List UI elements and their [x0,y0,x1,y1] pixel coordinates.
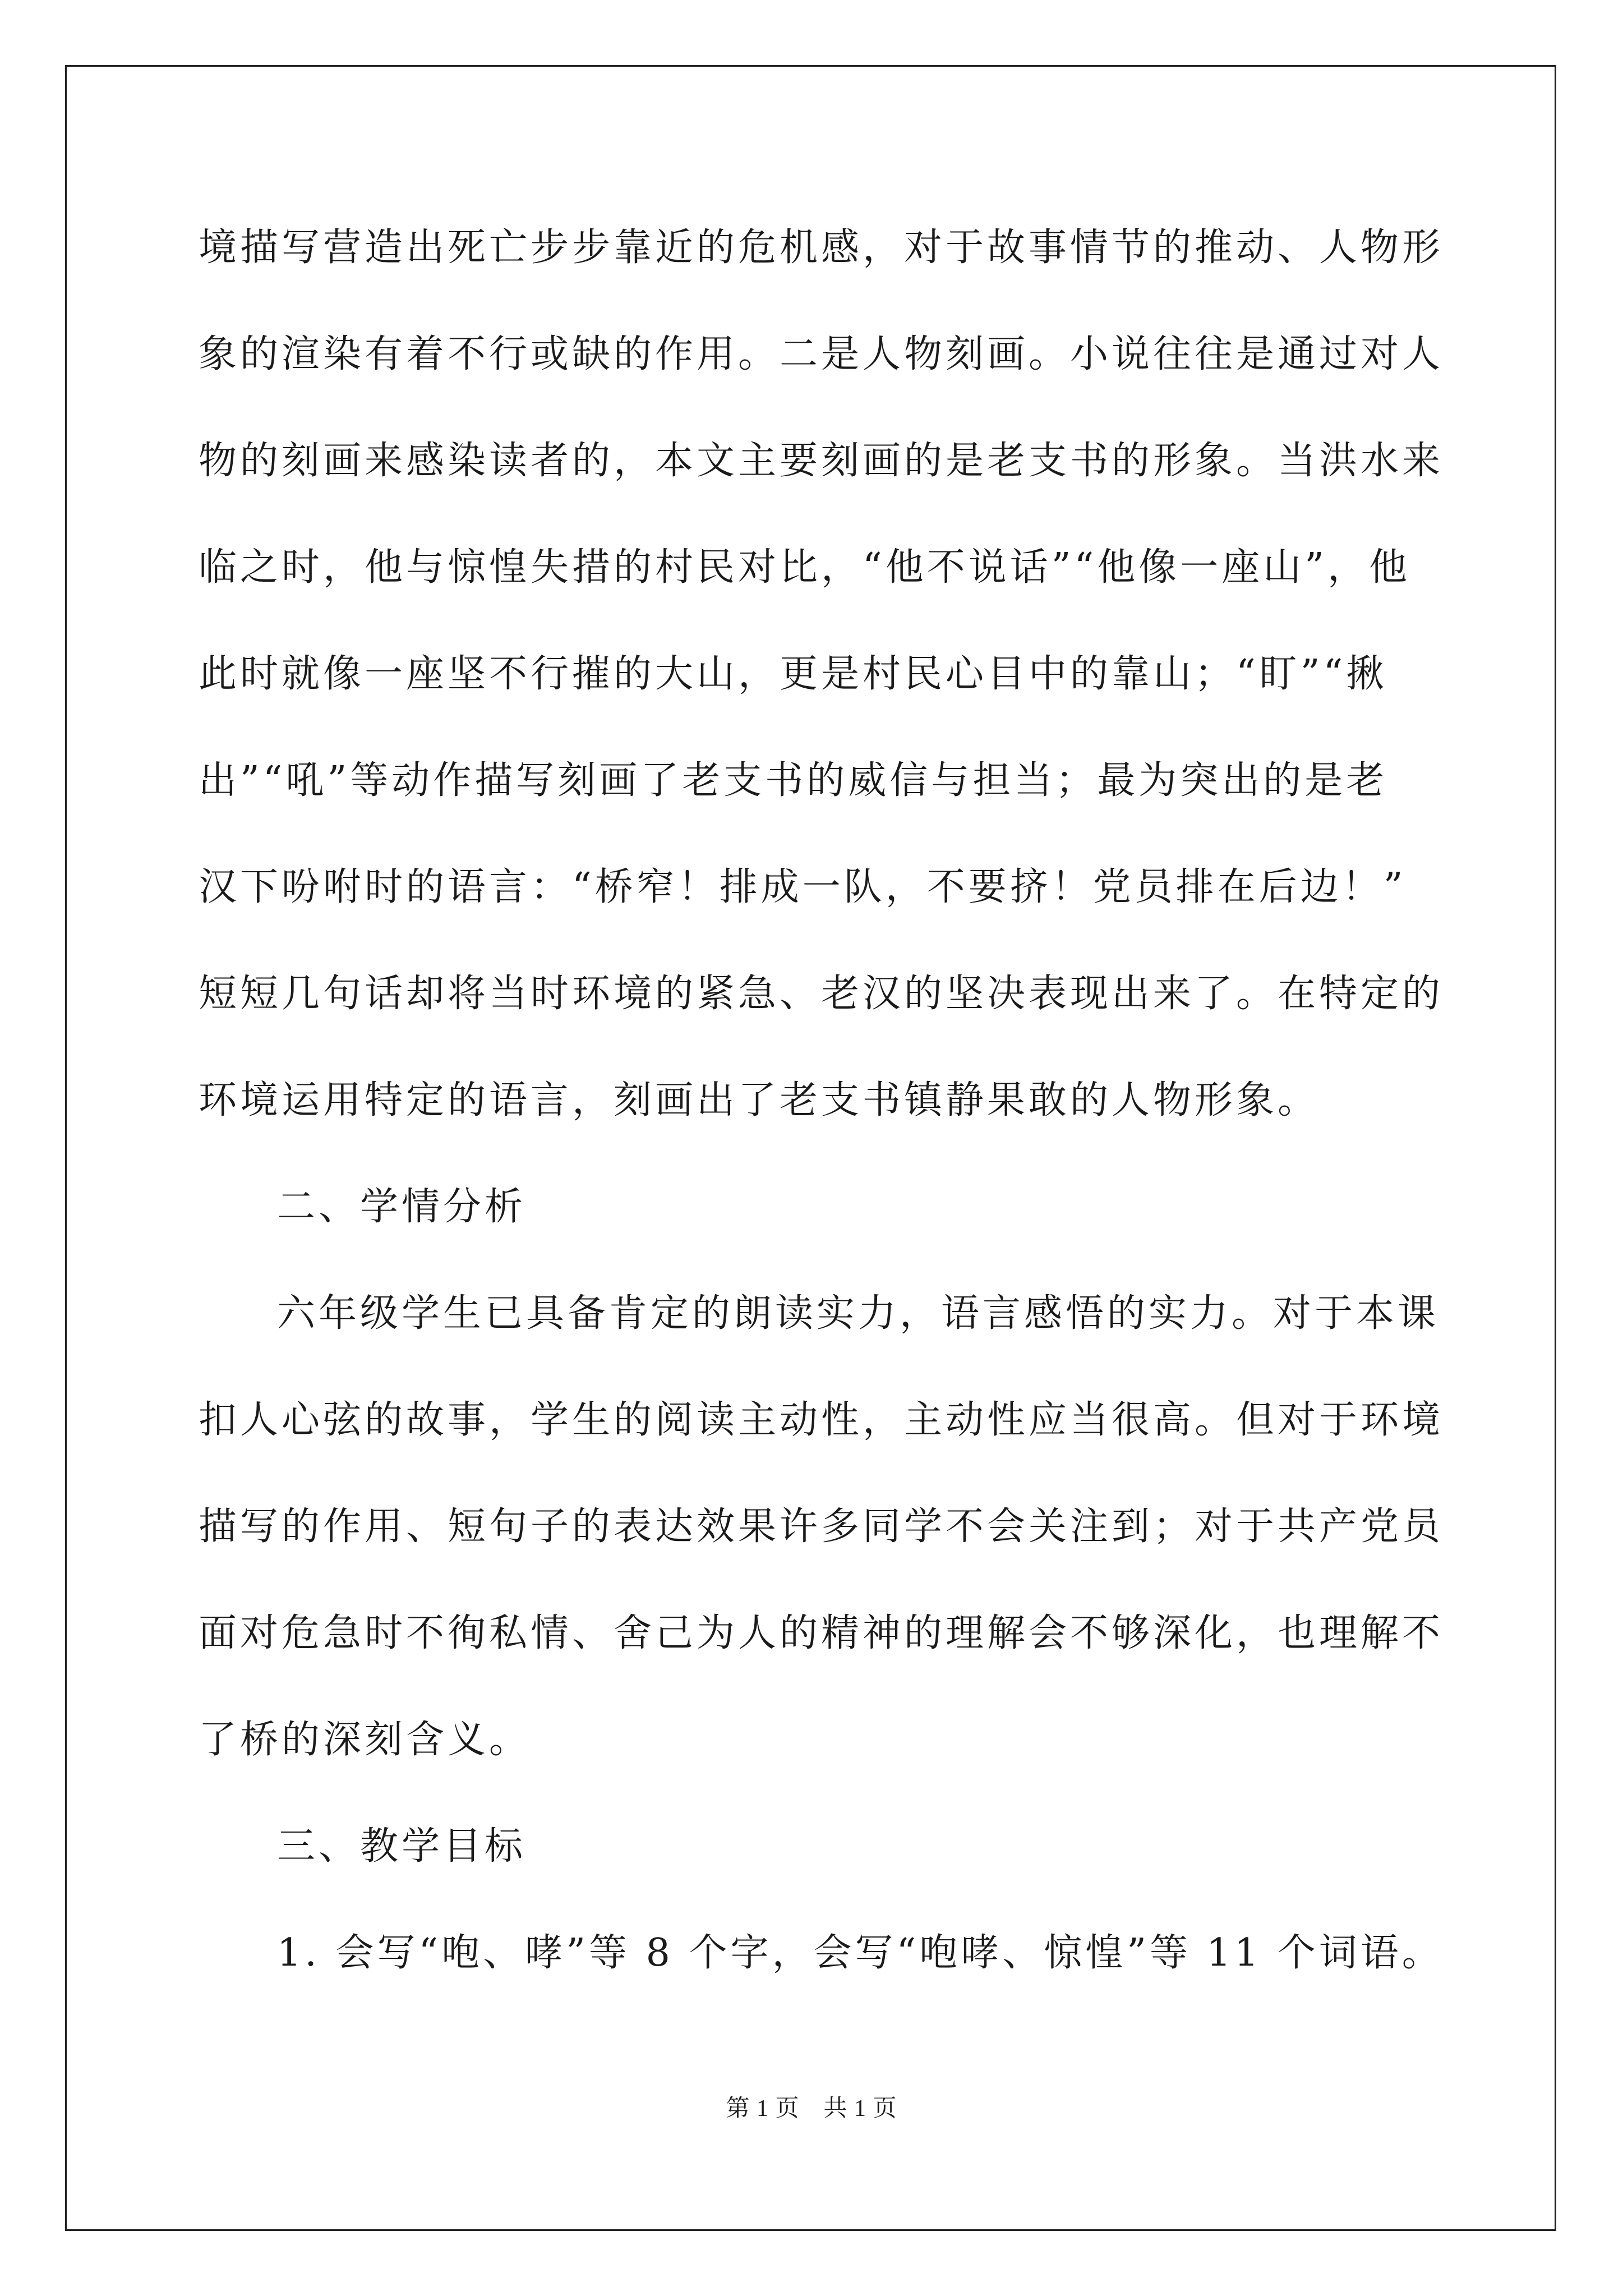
page-number-footer: 第 1 页 共 1 页 [726,2096,897,2122]
text-line: 境描写营造出死亡步步靠近的危机感，对于故事情节的推动、人物形 [199,226,1444,270]
text-line: 六年级学生已具备肯定的朗读实力，语言感悟的实力。对于本课 [277,1291,1440,1336]
text-line: 1. 会写“咆、哮”等 8 个字，会写“咆哮、惊惶”等 11 个词语。 [277,1931,1444,1975]
page-border [65,65,1556,2231]
text-line: 描写的作用、短句子的表达效果许多同学不会关注到；对于共产党员 [199,1504,1444,1549]
text-line: 短短几句话却将当时环境的紧急、老汉的坚决表现出来了。在特定的 [199,972,1444,1016]
text-line: 象的渲染有着不行或缺的作用。二是人物刻画。小说往往是通过对人 [199,332,1444,376]
text-line: 此时就像一座坚不行摧的大山，更是村民心目中的靠山；“盯”“揪 [199,652,1388,696]
section-heading: 二、学情分析 [277,1185,527,1229]
section-heading: 三、教学目标 [277,1824,527,1869]
text-line: 出”“吼”等动作描写刻画了老支书的威信与担当；最为突出的是老 [199,758,1388,803]
text-line: 汉下吩咐时的语言：“桥窄！排成一队，不要挤！党员排在后边！” [199,865,1407,909]
text-line: 面对危急时不徇私情、舍己为人的精神的理解会不够深化，也理解不 [199,1611,1444,1655]
text-line: 物的刻画来感染读者的，本文主要刻画的是老支书的形象。当洪水来 [199,439,1444,483]
text-line: 扣人心弦的故事，学生的阅读主动性，主动性应当很高。但对于环境 [199,1398,1444,1442]
text-line: 临之时，他与惊惶失措的村民对比，“他不说话”“他像一座山”，他 [199,545,1411,590]
text-line: 了桥的深刻含义。 [199,1718,531,1762]
text-line: 环境运用特定的语言，刻画出了老支书镇静果敢的人物形象。 [199,1078,1320,1122]
